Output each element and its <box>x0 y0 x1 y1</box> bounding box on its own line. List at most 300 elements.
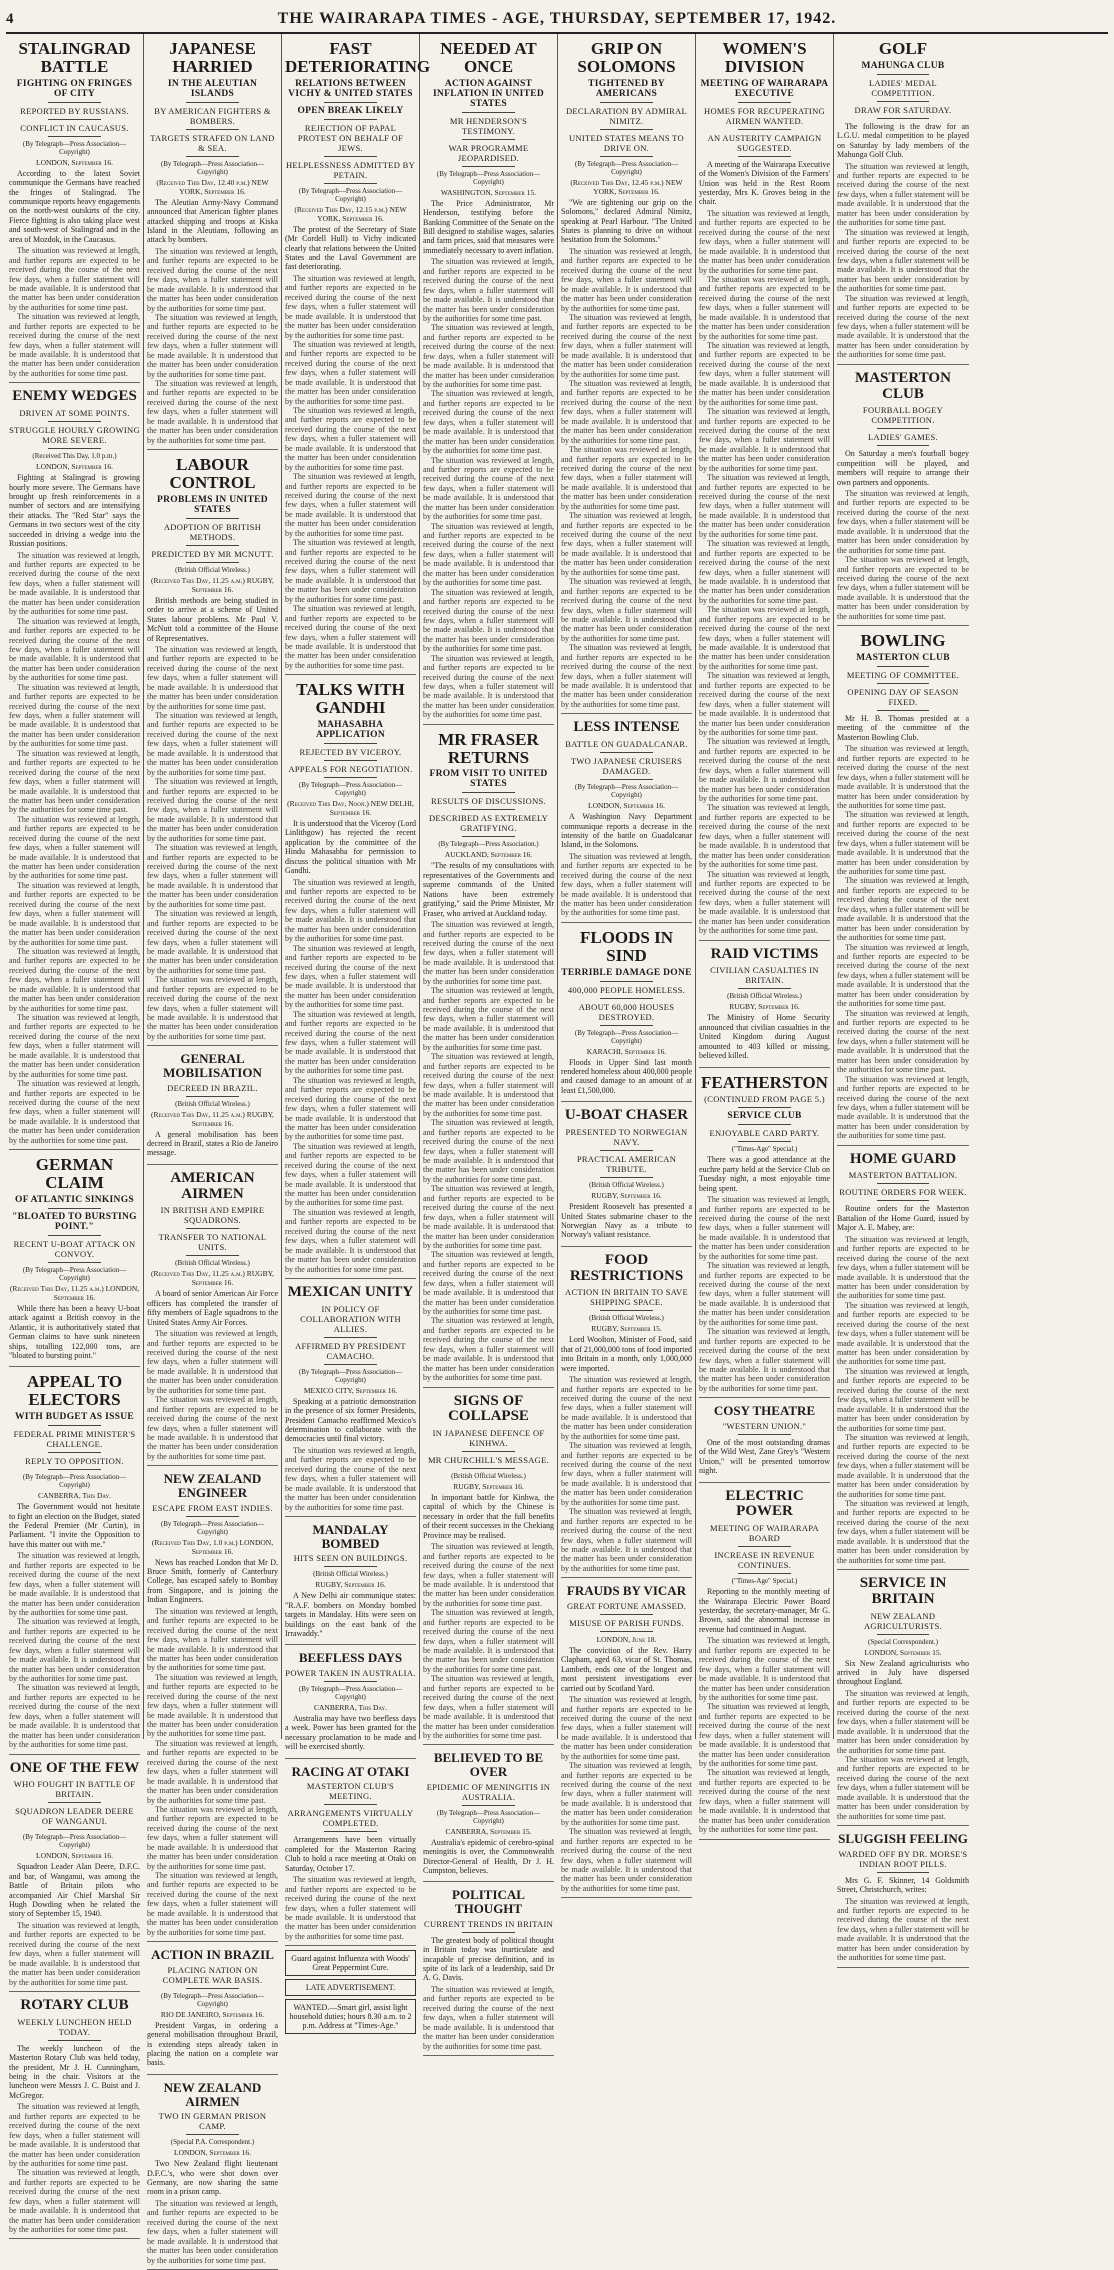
story-deck: PLACING NATION ON COMPLETE WAR BASIS. <box>162 1964 263 1985</box>
story-body-continued <box>423 1985 554 2051</box>
story-headline: POLITICAL THOUGHT <box>452 1887 525 1917</box>
body-paragraph: The situation was reviewed at length, and further reports are expected to be received during the course of the next few days, when a fuller statement will be made available. It is understood that the matter has been under consideration by the authorities for some time past. <box>837 489 969 555</box>
story-deck: MEETING OF WAIRARAPA BOARD <box>710 1523 819 1544</box>
story-deck: MASTERTON CLUB'S MEETING. <box>306 1781 395 1802</box>
body-paragraph: The situation was reviewed at length, and further reports are expected to be received during the course of the next few days, when a fuller statement will be made available. It is understood that the matter has been under consideration by the authorities for some time past. <box>423 986 554 1052</box>
story-deck: "WESTERN UNION." <box>722 1420 807 1431</box>
deck-rule <box>462 792 514 793</box>
story-headline: FRAUDS BY VICAR <box>566 1583 687 1599</box>
story-source: (By Telegraph—Press Association—Copyright) <box>436 169 541 186</box>
story-source: (By Telegraph—Press Association—Copyright) <box>574 783 679 800</box>
story-deck: SQUADRON LEADER DEERE OF WANGANUI. <box>15 1806 134 1827</box>
story-dateline: CANBERRA, This Day. <box>313 1703 388 1713</box>
story-deck: MASTERTON BATTALION. <box>848 1170 958 1181</box>
story-deck: TARGETS STRAFED ON LAND & SEA. <box>150 132 275 153</box>
story-dateline: AUCKLAND, September 16. <box>444 850 533 860</box>
body-paragraph: The situation was reviewed at length, and further reports are expected to be received during the course of the next few days, when a fuller statement will be made available. It is understood that the matter has been under consideration by the authorities for some time past. <box>561 643 692 709</box>
deck-rule <box>877 710 930 711</box>
story-deck: WHO FOUGHT IN BATTLE OF BRITAIN. <box>13 1779 136 1800</box>
story-body-continued <box>837 489 969 621</box>
story-dateline: RUGBY, September 16. <box>315 1580 386 1590</box>
story-source: (By Telegraph—Press Association—Copyright) <box>298 186 403 203</box>
body-paragraph: The situation was reviewed at length, and further reports are expected to be received during the course of the next few days, when a fuller statement will be made available. It is understood that the matter has been under consideration by the authorities for some time past. <box>147 1738 278 1805</box>
story-body-continued <box>9 1551 140 1749</box>
body-paragraph: The situation was reviewed at length, and further reports are expected to be received during the course of the next few days, when a fuller statement will be made available. It is understood that the matter has been under consideration by the authorities for some time past. <box>699 1636 830 1702</box>
body-paragraph: The situation was reviewed at length, and further reports are expected to be received during the course of the next few days, when a fuller statement will be made available. It is understood that the matter has been under consideration by the authorities for some time past. <box>423 257 554 323</box>
story-deck: REJECTION OF PAPAL PROTEST ON BEHALF OF JEWS. <box>297 122 404 153</box>
story-body: It is understood that the Viceroy (Lord Linlithgow) has rejected the recent application by the committee of the Hindu Mahasabha for permission to discuss the political situation with Mr Gandhi. <box>285 818 416 876</box>
story-source: (British Official Wireless.) <box>589 1314 664 1323</box>
story-deck: INCREASE IN REVENUE CONTINUES. <box>714 1550 815 1571</box>
story-deck: EPIDEMIC OF MENINGITIS IN AUSTRALIA. <box>426 1781 551 1802</box>
story-deck: RELATIONS BETWEEN VICHY & UNITED STATES <box>288 78 413 99</box>
story-deck: NEW ZEALAND AGRICULTURISTS. <box>863 1610 943 1631</box>
story-source: (British Official Wireless.) <box>589 1181 664 1190</box>
news-story <box>285 681 416 1279</box>
body-paragraph: The situation was reviewed at length, and further reports are expected to be received during the course of the next few days, when a fuller statement will be made available. It is understood that the matter has been under consideration by the authorities for some time past. <box>561 1441 692 1507</box>
news-story <box>147 1052 278 1165</box>
story-dateline: LONDON, September 16. <box>174 2148 251 2158</box>
story-headline: U-BOAT CHASER <box>564 1107 689 1124</box>
body-paragraph: The situation was reviewed at length, and further reports are expected to be received during the course of the next few days, when a fuller statement will be made available. It is understood that the matter has been under consideration by the authorities for some time past. <box>423 920 554 986</box>
story-deck: RECENT U-BOAT ATTACK ON CONVOY. <box>13 1238 136 1259</box>
body-paragraph: The situation was reviewed at length, and further reports are expected to be received during the course of the next few days, when a fuller statement will be made available. It is understood that the matter has been under consideration by the authorities for some time past. <box>9 1079 140 1145</box>
news-column <box>144 34 282 2265</box>
story-body: Mrs G. F. Skinner, 14 Goldsmith Street, Christchurch, writes: <box>837 1875 969 1895</box>
news-story <box>9 1998 140 2240</box>
news-story <box>837 632 969 1146</box>
story-dateline: MEXICO CITY, September 16. <box>303 1385 398 1395</box>
story-dateline: LONDON, September 16. <box>588 801 665 811</box>
story-deck: TWO JAPANESE CRUISERS DAMAGED. <box>570 756 683 777</box>
story-headline: NEW ZEALAND ENGINEER <box>163 1471 262 1500</box>
story-deck: ACTION AGAINST INFLATION IN UNITED STATES <box>432 78 545 109</box>
body-paragraph: The situation was reviewed at length, and further reports are expected to be received during the course of the next few days, when a fuller statement will be made available. It is understood that the matter has been under consideration by the authorities for some time past. <box>837 744 969 810</box>
deck-rule <box>738 156 790 157</box>
deck-rule <box>48 421 100 422</box>
story-source: (By Telegraph—Press Association—Copyright) <box>574 1028 679 1045</box>
deck-rule <box>324 1364 376 1365</box>
deck-rule <box>462 1451 514 1452</box>
deck-rule <box>186 1096 238 1097</box>
story-deck: FIGHTING ON FRINGES OF CITY <box>16 78 133 99</box>
story-dateline: CANBERRA, This Day. <box>37 1491 112 1501</box>
story-dateline: (Received This Day, 12.40 p.m.) NEW YORK, September 16. <box>156 177 269 196</box>
story-body: Speaking at a patriotic demonstration in the presence of six former Presidents, President Camacho reaffirmed Mexico's determination to collaborate with the democracies until final victory. <box>285 1396 416 1444</box>
deck-rule <box>600 1177 652 1178</box>
news-story <box>561 40 692 714</box>
story-body: "The results of my consultations with representatives of the Governments and supreme commands of the United Nations have been extremely gratifying," said the Prime Minister, Mr Fraser, who arrived at Auckland today. <box>423 861 554 918</box>
news-story <box>699 1074 830 1399</box>
body-paragraph: The situation was reviewed at length, and further reports are expected to be received during the course of the next few days, when a fuller statement will be made available. It is understood that the matter has been under consideration by the authorities for some time past. <box>9 748 140 815</box>
deck-rule <box>324 156 376 157</box>
deck-rule <box>186 129 238 130</box>
deck-rule <box>324 777 376 778</box>
deck-rule <box>877 445 930 446</box>
story-headline: ELECTRIC POWER <box>725 1487 804 1520</box>
story-source: (British Official Wireless.) <box>175 1259 250 1268</box>
story-body: In important battle for Kinhwa, the capital of which by the Chinese is necessary in order that the full benefits of their recent successes in the Chekiang Province may be realised. <box>423 1493 554 1540</box>
story-dateline: RUGBY, September 16. <box>453 1482 524 1491</box>
story-body-continued <box>837 1897 969 1963</box>
news-story <box>837 1152 969 1570</box>
news-story <box>837 1576 969 1826</box>
deck-rule <box>877 1200 930 1201</box>
body-paragraph: The situation was reviewed at length, and further reports are expected to be received during the course of the next few days, when a fuller statement will be made available. It is understood that the matter has been under consideration by the authorities for some time past. <box>699 473 830 539</box>
body-paragraph: The situation was reviewed at length, and further reports are expected to be received during the course of the next few days, when a fuller statement will be made available. It is understood that the matter has been under consideration by the authorities for some time past. <box>699 539 830 605</box>
story-deck: IN THE ALEUTIAN ISLANDS <box>167 78 258 99</box>
story-deck: MR CHURCHILL'S MESSAGE. <box>427 1455 550 1465</box>
body-paragraph: The situation was reviewed at length, and further reports are expected to be received during the course of the next few days, when a fuller statement will be made available. It is understood that the matter has been under consideration by the authorities for some time past. <box>147 379 278 445</box>
story-deck: RESULTS OF DISCUSSIONS. <box>431 796 546 807</box>
body-paragraph: The situation was reviewed at length, and further reports are expected to be received during the course of the next few days, when a fuller statement will be made available. It is understood that the matter has been under consideration by the authorities for some time past. <box>837 293 969 360</box>
story-body-continued <box>423 920 554 1382</box>
body-paragraph: The situation was reviewed at length, and further reports are expected to be received during the course of the next few days, when a fuller statement will be made available. It is understood that the matter has been under consideration by the authorities for some time past. <box>699 208 830 275</box>
body-paragraph: The situation was reviewed at length, and further reports are expected to be received during the course of the next few days, when a fuller statement will be made available. It is understood that the matter has been under consideration by the authorities for some time past. <box>699 1768 830 1835</box>
story-headline: SERVICE IN BRITAIN <box>859 1575 947 1607</box>
deck-rule <box>186 1988 238 1989</box>
news-story <box>9 1761 140 1992</box>
story-source: (By Telegraph—Press Association—Copyright) <box>298 780 403 797</box>
body-paragraph: The situation was reviewed at length, and further reports are expected to be received during the course of the next few days, when a fuller statement will be made available. It is understood that the matter has been under consideration by the authorities for some time past. <box>9 550 140 617</box>
story-body-continued <box>147 645 278 1041</box>
body-paragraph: The situation was reviewed at length, and further reports are expected to be received during the course of the next few days, when a fuller statement will be made available. It is understood that the matter has been under consideration by the authorities for some time past. <box>147 1672 278 1739</box>
news-story <box>561 1108 692 1247</box>
body-paragraph: The situation was reviewed at length, and further reports are expected to be received during the course of the next few days, when a fuller statement will be made available. It is understood that the matter has been under consideration by the authorities for some time past. <box>699 671 830 737</box>
story-deck: UNITED STATES MEANS TO DRIVE ON. <box>569 132 684 153</box>
story-deck: REJECTED BY VICEROY. <box>299 746 402 757</box>
story-body-continued <box>285 1875 416 1941</box>
deck-rule <box>324 1337 376 1338</box>
deck-rule <box>600 998 652 999</box>
body-paragraph: The situation was reviewed at length, and further reports are expected to be received during the course of the next few days, when a fuller statement will be made available. It is understood that the matter has been under consideration by the authorities for some time past. <box>423 389 554 456</box>
news-story <box>837 40 969 365</box>
story-body: On Saturday a men's fourball bogey competition will be played, and members will require to arrange their own partners and opponents. <box>837 449 969 487</box>
body-paragraph: The situation was reviewed at length, and further reports are expected to be received during the course of the next few days, when a fuller statement will be made available. It is understood that the matter has been under consideration by the authorities for some time past. <box>147 909 278 975</box>
story-body: Australia may have two beefless days a week. Power has been granted for the necessary proclamation to be made and will be exercised shortly. <box>285 1714 416 1752</box>
deck-rule <box>600 1150 652 1151</box>
story-headline: RACING AT OTAKI <box>291 1763 410 1779</box>
story-headline: FAST DETERIORATING <box>285 39 431 76</box>
story-body-continued <box>837 162 969 360</box>
body-paragraph: The situation was reviewed at length, and further reports are expected to be received during the course of the next few days, when a fuller statement will be made available. It is understood that the matter has been under consideration by the authorities for some time past. <box>147 843 278 909</box>
news-column <box>834 34 972 1963</box>
body-paragraph: The situation was reviewed at length, and further reports are expected to be received during the course of the next few days, when a fuller statement will be made available. It is understood that the matter has been under consideration by the authorities for some time past. <box>423 521 554 588</box>
story-deck: LADIES' GAMES. <box>868 432 938 443</box>
body-paragraph: The situation was reviewed at length, and further reports are expected to be received during the course of the next few days, when a fuller statement will be made available. It is understood that the matter has been under consideration by the authorities for some time past. <box>9 1551 140 1617</box>
story-body-continued <box>147 1607 278 1937</box>
news-story <box>699 40 830 941</box>
story-dateline: RUGBY, September 16. <box>591 1191 662 1201</box>
story-body-continued <box>837 1689 969 1821</box>
story-deck: 400,000 PEOPLE HOMELESS. <box>567 984 686 995</box>
deck-rule <box>48 2040 100 2041</box>
deck-rule <box>600 779 652 780</box>
story-deck: WARDED OFF BY DR. MORSE'S INDIAN ROOT PILLS. <box>838 1848 968 1869</box>
story-headline: MR FRASER RETURNS <box>438 729 539 767</box>
body-paragraph: The situation was reviewed at length, and further reports are expected to be received during the course of the next few days, when a fuller statement will be made available. It is understood that the matter has been under consideration by the authorities for some time past. <box>285 877 416 944</box>
story-deck: ROUTINE ORDERS FOR WEEK. <box>839 1187 967 1198</box>
body-paragraph: The situation was reviewed at length, and further reports are expected to be received during the course of the next few days, when a fuller statement will be made available. It is understood that the matter has been under consideration by the authorities for some time past. <box>147 711 278 777</box>
body-paragraph: The situation was reviewed at length, and further reports are expected to be received during the course of the next few days, when a fuller statement will be made available. It is understood that the matter has been under consideration by the authorities for some time past. <box>285 604 416 670</box>
deck-rule <box>186 562 238 563</box>
news-story <box>699 947 830 1068</box>
story-source: (By Telegraph—Press Association—Copyright) <box>22 1473 127 1490</box>
deck-rule <box>462 1468 514 1469</box>
story-body: There was a good attendance at the euchre party held at the Service Club on Tuesday night, a most enjoyable time being spent. <box>699 1155 830 1193</box>
body-paragraph: The situation was reviewed at length, and further reports are expected to be received during the course of the next few days, when a fuller statement will be made available. It is understood that the matter has been under consideration by the authorities for some time past. <box>9 1683 140 1750</box>
story-source: (British Official Wireless.) <box>727 992 802 1001</box>
story-body: Fighting at Stalingrad is growing hourly more severe. The Germans have brought up fresh reinforcements in a number of sectors and are intensifying their attacks. The "Red Star" says the Germans in two sectors west of the city succeeded in driving a wedge into the Russian positions. <box>9 473 140 549</box>
story-deck: AFFIRMED BY PRESIDENT CAMACHO. <box>295 1340 406 1361</box>
masthead <box>6 6 1108 34</box>
news-story <box>147 1948 278 2075</box>
story-body: Two New Zealand flight lieutenant D.F.C.'s, who were shot down over Germany, are now sharing the same room in a prison camp. <box>147 2159 278 2197</box>
body-paragraph: The situation was reviewed at length, and further reports are expected to be received during the course of the next few days, when a fuller statement will be made available. It is understood that the matter has been under consideration by the authorities for some time past. <box>837 1688 969 1755</box>
story-deck: HELPLESSNESS ADMITTED BY PETAIN. <box>285 159 416 180</box>
body-paragraph: The situation was reviewed at length, and further reports are expected to be received during the course of the next few days, when a fuller statement will be made available. It is understood that the matter has been under consideration by the authorities for some time past. <box>9 246 140 312</box>
body-paragraph: The situation was reviewed at length, and further reports are expected to be received during the course of the next few days, when a fuller statement will be made available. It is understood that the matter has been under consideration by the authorities for some time past. <box>285 1445 416 1512</box>
story-body-continued <box>285 274 416 670</box>
story-source: (By Telegraph—Press Association—Copyright) <box>574 159 679 176</box>
body-paragraph: The situation was reviewed at length, and further reports are expected to be received during the course of the next few days, when a fuller statement will be made available. It is understood that the matter has been under consideration by the authorities for some time past. <box>285 472 416 538</box>
story-deck: WAR PROGRAMME JEOPARDISED. <box>448 142 529 163</box>
body-paragraph: The situation was reviewed at length, and further reports are expected to be received during the course of the next few days, when a fuller statement will be made available. It is understood that the matter has been under consideration by the authorities for some time past. <box>9 616 140 683</box>
story-body: One of the most outstanding dramas of the Wild West, Zane Grey's "Western Union," will be presented tomorrow night. <box>699 1437 830 1476</box>
news-story <box>285 39 431 675</box>
deck-rule <box>738 129 790 130</box>
story-body: President Roosevelt has presented a United States submarine chaser to the Norwegian Navy as a tribute to Norway's valiant resistance. <box>561 1202 692 1240</box>
news-story <box>423 40 554 725</box>
story-body-continued <box>285 1446 416 1512</box>
story-body-continued <box>699 1195 830 1393</box>
story-deck: DRIVEN AT SOME POINTS. <box>19 408 130 419</box>
story-deck: STRUGGLE HOURLY GROWING MORE SEVERE. <box>9 425 140 446</box>
deck-rule <box>600 156 652 157</box>
news-column <box>558 34 696 1893</box>
story-headline: MASTERTON CLUB <box>855 369 951 402</box>
story-headline: BOWLING <box>860 631 946 651</box>
news-story <box>9 40 140 383</box>
body-paragraph: The situation was reviewed at length, and further reports are expected to be received during the course of the next few days, when a fuller statement will be made available. It is understood that the matter has been under consideration by the authorities for some time past. <box>837 1432 969 1499</box>
story-deck: TRANSFER TO NATIONAL UNITS. <box>158 1232 267 1253</box>
deck-rule <box>600 752 652 753</box>
body-paragraph: The situation was reviewed at length, and further reports are expected to be received during the course of the next few days, when a fuller statement will be made available. It is understood that the matter has been under consideration by the authorities for some time past. <box>837 1074 969 1141</box>
deck-rule <box>738 1124 790 1125</box>
story-body-continued <box>699 209 830 936</box>
story-body: The protest of the Secretary of State (Mr Cordell Hull) to Vichy indicated clearly that relations between the United States and the Laval Government are fast deteriorating. <box>285 224 416 272</box>
body-paragraph: The situation was reviewed at length, and further reports are expected to be received during the course of the next few days, when a fuller statement will be made available. It is understood that the matter has been under consideration by the authorities for some time past. <box>561 1695 692 1761</box>
story-deck: TIGHTENED BY AMERICANS <box>588 78 665 99</box>
news-story <box>285 1651 416 1758</box>
body-paragraph: The situation was reviewed at length, and further reports are expected to be received during the course of the next few days, when a fuller statement will be made available. It is understood that the matter has been under consideration by the authorities for some time past. <box>837 227 969 294</box>
story-source: (By Telegraph—Press Association—Copyright) <box>22 1265 127 1282</box>
story-source: (By Telegraph—Press Association.) <box>438 840 539 849</box>
body-paragraph: The situation was reviewed at length, and further reports are expected to be received during the course of the next few days, when a fuller statement will be made available. It is understood that the matter has been under consideration by the authorities for some time past. <box>837 1754 969 1821</box>
story-headline: BELIEVED TO BE OVER <box>433 1750 544 1780</box>
news-story <box>9 1373 140 1754</box>
body-paragraph: The situation was reviewed at length, and further reports are expected to be received during the course of the next few days, when a fuller statement will be made available. It is understood that the matter has been under consideration by the authorities for some time past. <box>699 1195 830 1261</box>
story-body: According to the latest Soviet communique the Germans have reached the fringes of Stalingrad. The communique reports heavy engagements on the north-west outskirts of the city. Fierce fighting is also taking place west and south-west of Stalingrad and in the area of Mozdok, in the Caucasus. <box>9 168 140 244</box>
body-paragraph: The situation was reviewed at length, and further reports are expected to be received during the course of the next few days, when a fuller statement will be made available. It is understood that the matter has been under consideration by the authorities for some time past. <box>561 246 692 313</box>
story-deck: HOMES FOR RECUPERATING AIRMEN WANTED. <box>704 105 825 126</box>
news-story <box>699 1404 830 1482</box>
deck-rule <box>48 1208 100 1209</box>
story-headline: APPEAL TO ELECTORS <box>26 1372 123 1410</box>
news-column <box>696 34 834 1835</box>
story-body-continued <box>423 257 554 719</box>
body-paragraph: The situation was reviewed at length, and further reports are expected to be received during the course of the next few days, when a fuller statement will be made available. It is understood that the matter has been under consideration by the authorities for some time past. <box>699 274 830 341</box>
story-source: (British Official Wireless.) <box>313 1570 388 1579</box>
deck-rule <box>48 1235 100 1236</box>
deck-rule <box>48 448 100 449</box>
news-story <box>423 1888 554 2056</box>
deck-rule <box>462 139 514 140</box>
deck-rule <box>738 1107 790 1108</box>
news-story <box>423 1394 554 1746</box>
news-story <box>561 1253 692 1578</box>
body-paragraph: The situation was reviewed at length, and further reports are expected to be received during the course of the next few days, when a fuller statement will be made available. It is understood that the matter has been under consideration by the authorities for some time past. <box>837 1366 969 1433</box>
story-deck: DECLARATION BY ADMIRAL NIMITZ. <box>565 105 688 126</box>
story-deck: WEEKLY LUNCHEON HELD TODAY. <box>17 2016 132 2037</box>
story-deck: OF ATLANTIC SINKINGS <box>15 1194 134 1205</box>
body-paragraph: The situation was reviewed at length, and further reports are expected to be received during the course of the next few days, when a fuller statement will be made available. It is understood that the matter has been under consideration by the authorities for some time past. <box>147 1871 278 1937</box>
story-body: Arrangements have been virtually completed for the Masterton Racing Club to hold a race meeting at Otaki on Saturday, October 17. <box>285 1835 416 1873</box>
body-paragraph: The situation was reviewed at length, and further reports are expected to be received during the course of the next few days, when a fuller statement will be made available. It is understood that the matter has been under consideration by the authorities for some time past. <box>423 1052 554 1118</box>
story-headline: ACTION IN BRAZIL <box>151 1947 274 1963</box>
body-paragraph: The situation was reviewed at length, and further reports are expected to be received during the course of the next few days, when a fuller statement will be made available. It is understood that the matter has been under consideration by the authorities for some time past. <box>285 406 416 472</box>
story-dateline: LONDON, September 16. <box>36 1851 113 1861</box>
news-story <box>285 1765 416 1946</box>
body-paragraph: The situation was reviewed at length, and further reports are expected to be received during the course of the next few days, when a fuller statement will be made available. It is understood that the matter has been under consideration by the authorities for some time past. <box>147 246 278 313</box>
deck-rule <box>48 1262 100 1263</box>
story-body: A meeting of the Wairarapa Executive of the Women's Division of the Farmers' Union was held in the Rest Room yesterday, Mrs K. Groves being in the chair. <box>699 159 830 207</box>
body-paragraph: The situation was reviewed at length, and further reports are expected to be received during the course of the next few days, when a fuller statement will be made available. It is understood that the matter has been under consideration by the authorities for some time past. <box>9 814 140 881</box>
story-dateline: LONDON, September 16. <box>36 157 113 167</box>
deck-rule <box>324 119 376 120</box>
story-headline: WOMEN'S DIVISION <box>722 39 807 76</box>
news-story <box>9 1156 140 1367</box>
body-paragraph: The situation was reviewed at length, and further reports are expected to be received during the course of the next few days, when a fuller statement will be made available. It is understood that the matter has been under consideration by the authorities for some time past. <box>561 379 692 445</box>
body-paragraph: The situation was reviewed at length, and further reports are expected to be received during the course of the next few days, when a fuller statement will be made available. It is understood that the matter has been under consideration by the authorities for some time past. <box>147 312 278 379</box>
story-source: (By Telegraph—Press Association—Copyright) <box>160 159 265 176</box>
body-paragraph: The situation was reviewed at length, and further reports are expected to be received during the course of the next few days, when a fuller statement will be made available. It is understood that the matter has been under consideration by the authorities for some time past. <box>147 1606 278 1673</box>
body-paragraph: The situation was reviewed at length, and further reports are expected to be received during the course of the next few days, when a fuller statement will be made available. It is understood that the matter has been under consideration by the authorities for some time past. <box>561 1507 692 1573</box>
story-headline: HOME GUARD <box>849 1150 957 1167</box>
body-paragraph: The situation was reviewed at length, and further reports are expected to be received during the course of the next few days, when a fuller statement will be made available. It is understood that the matter has been under consideration by the authorities for some time past. <box>837 876 969 943</box>
advertisement: Guard against Influenza with Woods' Great Peppermint Cure. <box>285 1950 416 1976</box>
story-deck: ADOPTION OF BRITISH METHODS. <box>163 521 262 542</box>
deck-rule <box>48 119 100 120</box>
story-headline: JAPANESE HARRIED <box>169 39 256 76</box>
deck-rule <box>738 1141 790 1142</box>
story-deck: IN POLICY OF COLLABORATION WITH ALLIES. <box>300 1303 401 1334</box>
story-dateline: (Received This Day, Noon.) NEW DELHI, September 16. <box>287 798 414 817</box>
body-paragraph: The situation was reviewed at length, and further reports are expected to be received during the course of the next few days, when a fuller statement will be made available. It is understood that the matter has been under consideration by the authorities for some time past. <box>147 1329 278 1395</box>
deck-rule <box>738 988 790 989</box>
body-paragraph: The situation was reviewed at length, and further reports are expected to be received during the course of the next few days, when a fuller statement will be made available. It is understood that the matter has been under consideration by the authorities for some time past. <box>561 1827 692 1893</box>
body-paragraph: The situation was reviewed at length, and further reports are expected to be received during the course of the next few days, when a fuller statement will be made available. It is understood that the matter has been under consideration by the authorities for some time past. <box>423 1674 554 1740</box>
news-column <box>282 34 431 2031</box>
deck-rule <box>324 183 376 184</box>
story-deck: IN JAPANESE DEFENCE OF KINHWA. <box>432 1428 545 1448</box>
story-deck: MEETING OF WAIRARAPA EXECUTIVE <box>700 78 829 99</box>
story-source: (By Telegraph—Press Association—Copyright) <box>22 1833 127 1850</box>
news-story <box>699 1489 830 1840</box>
deck-rule <box>600 129 652 130</box>
story-body: The weekly luncheon of the Masterton Rotary Club was held today, the president, Mr J. H. Cunningham, being in the chair. Visitors at the luncheon were Messrs J. C. Buist and J. McGregor. <box>9 2043 140 2100</box>
story-source: ("Times-Age" Special.) <box>731 1145 798 1154</box>
column-grid <box>6 34 1108 2265</box>
body-paragraph: The situation was reviewed at length, and further reports are expected to be received during the course of the next few days, when a fuller statement will be made available. It is understood that the matter has been under consideration by the authorities for some time past. <box>9 1617 140 1683</box>
story-dateline: CANBERRA, September 15. <box>445 1826 532 1836</box>
story-dateline: RUGBY, September 16. <box>729 1002 800 1012</box>
body-paragraph: The situation was reviewed at length, and further reports are expected to be received during the course of the next few days, when a fuller statement will be made available. It is understood that the matter has been under consideration by the authorities for some time past. <box>837 1008 969 1075</box>
deck-rule <box>462 112 514 113</box>
body-paragraph: The situation was reviewed at length, and further reports are expected to be received during the course of the next few days, when a fuller statement will be made available. It is understood that the matter has been under consideration by the authorities for some time past. <box>423 1542 554 1608</box>
body-paragraph: The situation was reviewed at length, and further reports are expected to be received during the course of the next few days, when a fuller statement will be made available. It is understood that the matter has been under consideration by the authorities for some time past. <box>561 511 692 577</box>
advertisement: LATE ADVERTISEMENT. <box>285 1979 416 1996</box>
story-headline: BEEFLESS DAYS <box>298 1650 403 1666</box>
deck-rule <box>48 1469 100 1470</box>
body-paragraph: The situation was reviewed at length, and further reports are expected to be received during the course of the next few days, when a fuller statement will be made available. It is understood that the matter has been under consideration by the authorities for some time past. <box>699 803 830 870</box>
story-source: (British Official Wireless.) <box>175 1099 250 1108</box>
story-headline: FEATHERSTON <box>701 1072 828 1092</box>
story-dateline: (Received This Day, 11.25 a.m.) LONDON, September 16. <box>9 1283 140 1302</box>
story-dateline: LONDON, September 15. <box>864 1647 942 1657</box>
body-paragraph: The situation was reviewed at length, and further reports are expected to be received during the course of the next few days, when a fuller statement will be made available. It is understood that the matter has been under consideration by the authorities for some time past. <box>9 946 140 1013</box>
story-deck: BATTLE ON GUADALCANAR. <box>565 739 688 750</box>
story-deck: MISUSE OF PARISH FUNDS. <box>569 1617 684 1628</box>
story-source: (By Telegraph—Press Association—Copyright) <box>160 1991 265 2008</box>
story-source: (Received This Day, 1.0 p.m.) <box>32 452 117 461</box>
story-deck: FEDERAL PRIME MINISTER'S CHALLENGE. <box>13 1429 136 1450</box>
body-paragraph: The situation was reviewed at length, and further reports are expected to be received during the course of the next few days, when a fuller statement will be made available. It is understood that the matter has been under consideration by the authorities for some time past. <box>147 2198 278 2265</box>
deck-rule <box>186 1255 238 1256</box>
story-body-continued <box>561 1375 692 1573</box>
story-deck: APPEALS FOR NEGOTIATION. <box>288 763 413 774</box>
deck-rule <box>48 1425 100 1426</box>
body-paragraph: The situation was reviewed at length, and further reports are expected to be received during the course of the next few days, when a fuller statement will be made available. It is understood that the matter has been under consideration by the authorities for some time past. <box>837 1896 969 1963</box>
story-body: Mr H. B. Thomas presided at a meeting of the committee of the Masterton Bowling Club. <box>837 714 969 742</box>
deck-rule <box>324 760 376 761</box>
body-paragraph: The situation was reviewed at length, and further reports are expected to be received during the course of the next few days, when a fuller statement will be made available. It is understood that the matter has been under consideration by the authorities for some time past. <box>561 445 692 511</box>
story-body: Routine orders for the Masterton Battalion of the Home Guard, issued by Major A. E. Mabey, are: <box>837 1204 969 1233</box>
body-paragraph: The situation was reviewed at length, and further reports are expected to be received during the course of the next few days, when a fuller statement will be made available. It is understood that the matter has been under consideration by the authorities for some time past. <box>837 942 969 1009</box>
story-dateline: RUGBY, September 15. <box>591 1324 662 1334</box>
story-headline: MEXICAN UNITY <box>287 1283 414 1300</box>
story-deck: ARRANGEMENTS VIRTUALLY COMPLETED. <box>287 1808 414 1829</box>
deck-rule <box>738 1573 790 1574</box>
deck-rule <box>738 102 790 103</box>
story-body: Reporting to the monthly meeting of the Wairarapa Electric Power Board yesterday, the secretary-manager, Mr G. Brown, said the abnormal increase in revenue had continued in August. <box>699 1587 830 1634</box>
story-source: (British Official Wireless.) <box>175 565 250 574</box>
deck-rule <box>877 683 930 684</box>
story-headline: ROTARY CLUB <box>20 1996 129 2013</box>
story-body-continued <box>147 1329 278 1461</box>
body-paragraph: The situation was reviewed at length, and further reports are expected to be received during the course of the next few days, when a fuller statement will be made available. It is understood that the matter has been under consideration by the authorities for some time past. <box>837 555 969 621</box>
body-paragraph: The situation was reviewed at length, and further reports are expected to be received during the course of the next few days, when a fuller statement will be made available. It is understood that the matter has been under consideration by the authorities for some time past. <box>147 1804 278 1871</box>
story-deck: OPEN BREAK LIKELY <box>297 105 404 116</box>
story-deck: FOURBALL BOGEY COMPETITION. <box>862 405 944 426</box>
story-deck: BY AMERICAN FIGHTERS & BOMBERS. <box>154 105 271 126</box>
advertisement: WANTED.—Smart girl, assist light household duties; hours 8.30 a.m. to 2 p.m. Address at "Times-Age." <box>285 1999 416 2034</box>
story-headline: LABOUR CONTROL <box>169 455 256 492</box>
story-body: News has reached London that Mr D. Bruce Smith, formerly of Canterbury College, has escaped safely to Bombay from Singapore, and is joining the Indian Engineers. <box>147 1557 278 1605</box>
deck-rule <box>877 666 930 667</box>
body-paragraph: The situation was reviewed at length, and further reports are expected to be received during the course of the next few days, when a fuller statement will be made available. It is understood that the matter has been under consideration by the authorities for some time past. <box>147 975 278 1041</box>
news-story <box>561 720 692 923</box>
